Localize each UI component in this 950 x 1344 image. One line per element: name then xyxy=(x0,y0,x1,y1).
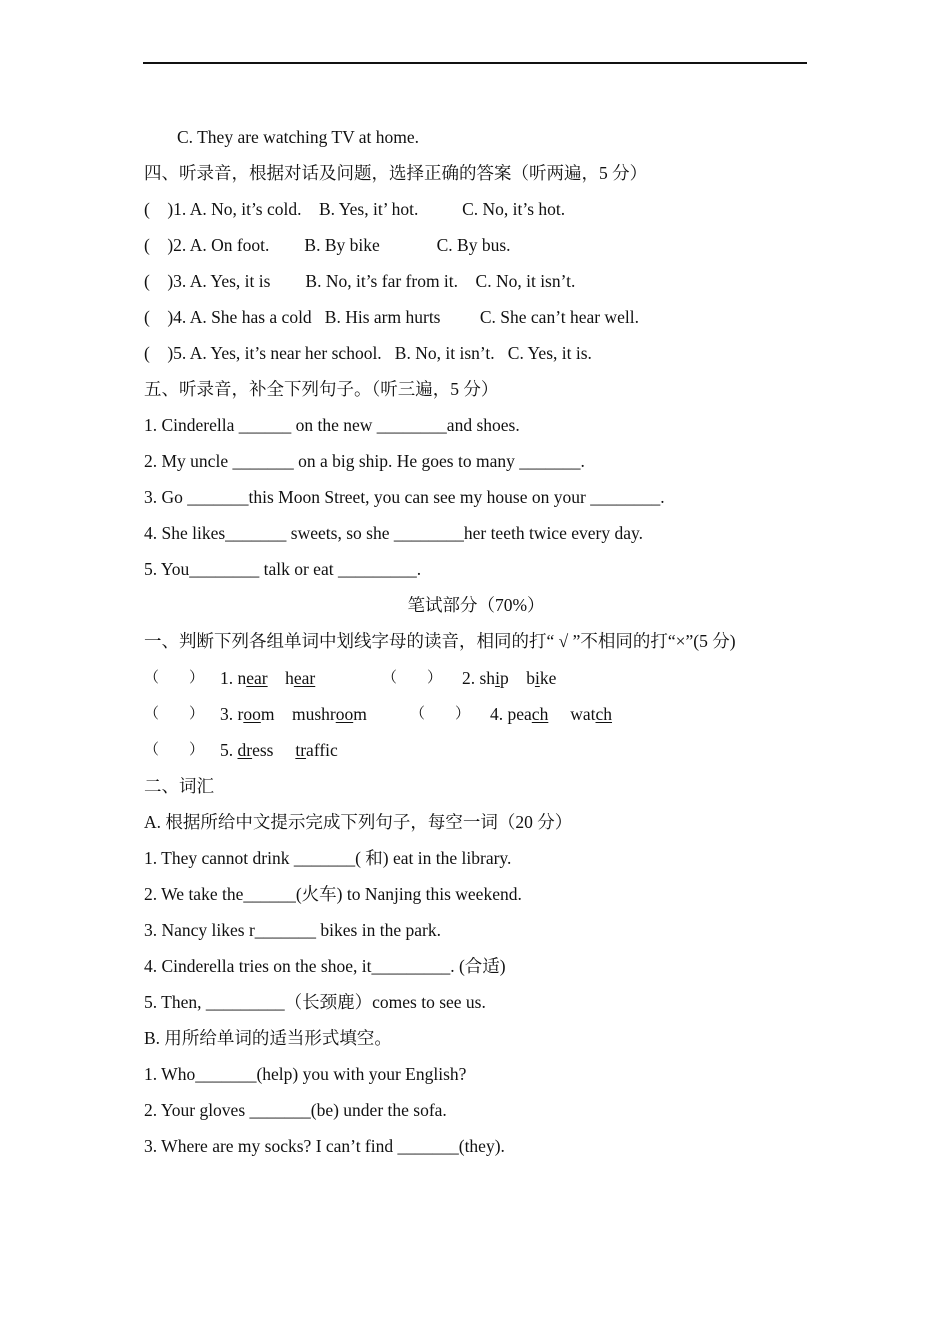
listening-question-4: ( )4. A. She has a cold B. His arm hurts C. She can’t hear well. xyxy=(144,307,639,327)
phonics-q4: 4. peach watch xyxy=(490,704,613,724)
fill-sentence-5: 5. You________ talk or eat _________. xyxy=(144,559,422,579)
fill-sentence-4: 4. She likes_______ sweets, so she ________her teeth twice every day. xyxy=(144,523,643,543)
header-rule xyxy=(143,62,807,64)
answer-bracket: （ ） xyxy=(410,706,471,722)
part-2a-title: A. 根据所给中文提示完成下列句子，每空一词（20 分） xyxy=(144,812,573,832)
answer-bracket: （ ） xyxy=(144,742,205,758)
listening-question-1: ( )1. A. No, it’s cold. B. Yes, it’ hot. C. No, it’s hot. xyxy=(144,199,566,219)
section-5-title: 五、听录音，补全下列句子。（听三遍，5 分） xyxy=(144,379,499,399)
answer-bracket: （ ） xyxy=(382,670,443,686)
phonics-q2: 2. ship bike xyxy=(462,668,557,688)
part-2-title: 二、词汇 xyxy=(144,776,214,796)
phonics-q3: 3. room mushroom xyxy=(220,704,367,724)
part-2b-title: B. 用所给单词的适当形式填空。 xyxy=(144,1028,392,1048)
section-4-title: 四、听录音，根据对话及问题，选择正确的答案（听两遍，5 分） xyxy=(144,163,648,183)
answer-bracket: （ ） xyxy=(144,670,205,686)
fill-sentence-3: 3. Go _______this Moon Street, you can see my house on your ________. xyxy=(144,487,665,507)
vocab-sentence-4: 4. Cinderella tries on the shoe, it_________. (合适) xyxy=(144,956,506,976)
phonics-row-2 xyxy=(144,701,808,737)
form-sentence-3: 3. Where are my socks? I can’t find _______(they). xyxy=(144,1136,505,1156)
form-sentence-2: 2. Your gloves _______(be) under the sofa. xyxy=(144,1100,447,1120)
answer-bracket: （ ） xyxy=(144,706,205,722)
vocab-sentence-2: 2. We take the______(火车) to Nanjing this weekend. xyxy=(144,884,522,904)
part-1-title: 一、判断下列各组单词中划线字母的读音，相同的打“ √ ”不相同的打“×”(5 分) xyxy=(144,631,736,651)
fill-sentence-1: 1. Cinderella ______ on the new ________and shoes. xyxy=(144,415,520,435)
written-part-title: 笔试部分（70%） xyxy=(407,595,545,615)
phonics-row-3 xyxy=(144,737,808,773)
vocab-sentence-3: 3. Nancy likes r_______ bikes in the park. xyxy=(144,920,441,940)
listening-question-5: ( )5. A. Yes, it’s near her school. B. No, it isn’t. C. Yes, it is. xyxy=(144,343,592,363)
previous-option-c: C. They are watching TV at home. xyxy=(177,127,420,147)
form-sentence-1: 1. Who_______(help) you with your English? xyxy=(144,1064,467,1084)
worksheet-page xyxy=(144,124,808,1169)
vocab-sentence-5: 5. Then, _________（长颈鹿）comes to see us. xyxy=(144,992,486,1012)
vocab-sentence-1: 1. They cannot drink _______( 和) eat in the library. xyxy=(144,848,512,868)
phonics-q5: 5. dress traffic xyxy=(220,740,338,760)
listening-question-3: ( )3. A. Yes, it is B. No, it’s far from it. C. No, it isn’t. xyxy=(144,271,576,291)
listening-question-2: ( )2. A. On foot. B. By bike C. By bus. xyxy=(144,235,511,255)
fill-sentence-2: 2. My uncle _______ on a big ship. He goes to many _______. xyxy=(144,451,585,471)
phonics-q1: 1. near hear xyxy=(220,668,316,688)
phonics-row-1 xyxy=(144,665,808,701)
